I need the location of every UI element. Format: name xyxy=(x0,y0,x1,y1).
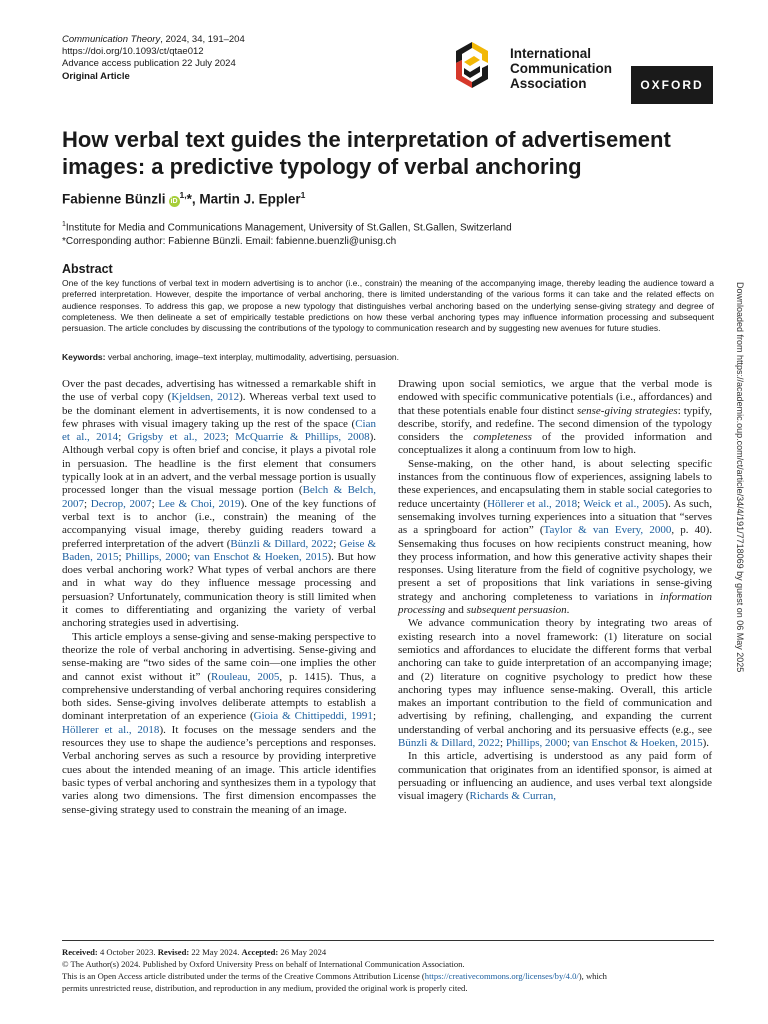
copyright-notice: © The Author(s) 2024. Published by Oxford University Press on behalf of International Communication Association. xyxy=(62,959,465,969)
body-paragraph: This article employs a sense-giving and sense-making perspective to theorize the role of verbal anchoring in advertising. Sense-giving and sense-making are “two sides of the same coin—one implies the other and cannot exist without it” (Rouleau, 2005, p. 1415). Thus, a comprehensive understanding of verbal anchoring requires considering both sides. Sense-giving involves deliberate attempts to establish a dominant interpretation of an experience (Gioia & Chittipeddi, 1991; Höllerer et al., 2018). It focuses on the message senders and the resources they use to shape the audience’s perceptions and responses. Verbal anchoring serves as such a resource by providing interpretive cues about the intended meaning of an image. This article identifies basic types of verbal anchoring and synthesizes them in a typology that varies along two dimensions. The first dimension encompasses the sense-giving strategy used to constrain the meaning of an image. xyxy=(62,630,376,816)
citation-link[interactable]: McQuarrie & Phillips, 2008 xyxy=(235,431,370,444)
citation-link[interactable]: Bünzli & Dillard, 2022 xyxy=(398,737,501,750)
author-affil-sup: 1 xyxy=(300,190,306,200)
doi-link[interactable]: https://doi.org/10.1093/ct/qtae012 xyxy=(62,46,204,58)
citation-link[interactable]: Belch & Belch, 2007 xyxy=(62,484,376,510)
oxford-logo: OXFORD xyxy=(631,66,713,104)
download-notice: Downloaded from https://academic.oup.com/ct/article/34/4/191/7718069 by guest on 06 May 2025 xyxy=(735,282,745,673)
article-type: Original Article xyxy=(62,70,130,82)
affiliation: $^1$Institute for Media and Communications Management, University of St.Gallen, St.Gallen, Switzerland *Corresponding author: Fabienne Bünzli. Email: fabienne.buenzli@unisg.ch xyxy=(62,221,512,248)
advance-access: Advance access publication 22 July 2024 xyxy=(62,58,236,70)
corresponding-star: * xyxy=(186,191,192,207)
license-notice: This is an Open Access article distributed under the terms of the Creative Commons Attribution License (https://creativecommons.org/licenses/by/4.0/), which xyxy=(62,971,607,981)
citation-link[interactable]: Bünzli & Dillard, 2022 xyxy=(230,537,334,550)
citation-link[interactable]: Rouleau, 2005 xyxy=(210,670,280,683)
citation-link[interactable]: Decrop, 2007 xyxy=(90,497,152,510)
author-name[interactable]: Fabienne Bünzli xyxy=(62,191,166,207)
article-footer xyxy=(62,946,722,994)
abstract-heading: Abstract xyxy=(62,262,113,276)
body-paragraph: Sense-making, on the other hand, is about selecting specific instances from the continuous flow of experiences, assigning labels to these experiences, and encapsulating them in stable social categories to reduce uncertainty (Höllerer et al., 2018; Weick et al., 2005). As such, sensemaking involves turning experiences into a situation that “serves as a springboard for action” (Taylor & van Every, 2000, p. 40). Sensemaking thus focuses on how recipients construct meaning, how they process information, and how this generative activity shapes their responses. Using literature from the field of cognitive psychology, we present a set of propositions that link variations in sense-giving strategy and anchoring completeness to variations in information processing and subsequent persuasion. xyxy=(398,457,713,617)
article-title: How verbal text guides the interpretation of advertisement images: a predictive typology of verbal anchoring xyxy=(62,127,671,179)
citation-link[interactable]: van Enschot & Hoeken, 2015 xyxy=(572,737,703,750)
author-name[interactable]: , Martin J. Eppler xyxy=(191,191,301,207)
corresponding-author: *Corresponding author: Fabienne Bünzli. Email: fabienne.buenzli@unisg.ch xyxy=(62,236,397,248)
orcid-icon[interactable]: iD xyxy=(170,197,178,205)
ica-name: International Communication Association xyxy=(510,46,613,91)
keywords: Keywords: verbal anchoring, image–text interplay, multimodality, advertising, persuasion. xyxy=(62,352,400,362)
citation-link[interactable]: Weick et al., 2005 xyxy=(583,497,665,510)
citation-link[interactable]: Phillips, 2000 xyxy=(505,737,567,750)
footer-divider xyxy=(62,940,714,941)
body-column-right xyxy=(398,378,712,804)
article-dates: Received: 4 October 2023. Revised: 22 May 2024. Accepted: 26 May 2024 xyxy=(62,947,327,957)
affiliation-text: Institute for Media and Communications Management, University of St.Gallen, St.Gallen, Switzerland xyxy=(65,222,512,234)
citation-link[interactable]: Gioia & Chittipeddi, 1991 xyxy=(253,710,373,723)
article-meta xyxy=(62,34,245,83)
body-column-left xyxy=(62,378,376,817)
license-link[interactable]: https://creativecommons.org/licenses/by/4.0/ xyxy=(424,971,579,981)
citation-link[interactable]: Höllerer et al., 2018 xyxy=(62,723,160,736)
citation-link[interactable]: Taylor & van Every, 2000 xyxy=(543,524,672,537)
citation-link[interactable]: Cian et al., 2014 xyxy=(62,417,376,444)
body-paragraph: Over the past decades, advertising has witnessed a remarkable shift in the use of verbal copy (Kjeldsen, 2012). Whereas verbal text used to be the dominant element in advertisements, it is now condensed to a few phrases with visual imagery taking up the rest of the space (Cian et al., 2014; Grigsby et al., 2023; McQuarrie & Phillips, 2008). Although verbal copy is often brief and concise, it plays a pivotal role in persuasion. The headline is the first element that consumers typically look at in an advert, and the verbal message portion is usually processed longer than the visual message portion (Belch & Belch, 2007; Decrop, 2007; Lee & Choi, 2019). One of the key functions of verbal text is to anchor (i.e., constrain) the meaning of the accompanying visual image, thereby guiding readers toward a preferred interpretation of the advert (Bünzli & Dillard, 2022; Geise & Baden, 2015; Phillips, 2000; van Enschot & Hoeken, 2015). But how does verbal anchoring work? What types of verbal anchors are there and in what way do they influence message processing and persuasion? Unfortunately, communication theory is still limited when it comes to differentiating and organizing the variety of verbal anchoring strategies used in advertising. xyxy=(62,378,377,630)
body-paragraph: We advance communication theory by integrating two areas of existing research into a novel framework: (1) literature on social semiotics and affordances to elucidate the different forms that verbal anchoring can take to guide interpretation of an accompanying image; and (2) literature on cognitive psychology to predict how these anchoring types may influence sense-making. Overall, this article makes an important contribution to the field of communication and advertising by refining, challenging, and expanding the current understanding of verbal anchoring and its persuasive effects (e.g., see Bünzli & Dillard, 2022; Phillips, 2000; van Enschot & Hoeken, 2015). xyxy=(398,617,712,750)
citation-link[interactable]: van Enschot & Hoeken, 2015 xyxy=(193,550,328,563)
citation-link[interactable]: Grigsby et al., 2023 xyxy=(127,431,226,444)
author-list xyxy=(62,190,305,207)
citation-link[interactable]: Kjeldsen, 2012 xyxy=(171,391,240,404)
citation-link[interactable]: Lee & Choi, 2019 xyxy=(158,497,241,510)
citation-link[interactable]: Phillips, 2000 xyxy=(125,550,188,563)
body-paragraph: Drawing upon social semiotics, we argue that the verbal mode is endowed with specific communicative potentials (i.e., affordances) and that these potentials enable four distinct sense-giving strategies: typify, describe, storify, and redefine. The second dimension of the typology considers the completeness of the provided information and conceptualizes it along a continuum from low to high. xyxy=(398,378,713,457)
license-terms: permits unrestricted reuse, distribution, and reproduction in any medium, provided the original work is properly cited. xyxy=(62,983,468,993)
citation-link[interactable]: Geise & Baden, 2015 xyxy=(62,537,376,563)
journal-citation: Communication Theory, 2024, 34, 191–204 xyxy=(62,34,245,45)
citation-link[interactable]: Richards & Curran, xyxy=(469,790,556,803)
abstract-text: One of the key functions of verbal text in modern advertising is to anchor (i.e., constrain) the meaning of the accompanying image, thereby leading the audience toward a preferred interpretation. However, despite the importance of verbal anchoring, there is limited understanding of the various forms it can take and the related effects on audience responses. To address this gap, we propose a new typology that distinguishes verbal anchoring based on the underlying sense-giving strategy and degree of completeness. We then delineate a set of empirically testable predictions on how these verbal anchoring types may influence information processing and subsequent persuasion. The article concludes by discussing the contributions of the typology to communication research and by suggesting new avenues for future studies. xyxy=(62,278,714,334)
citation-link[interactable]: Höllerer et al., 2018 xyxy=(487,497,578,510)
body-paragraph: In this article, advertising is understood as any paid form of communication that originates from an identified sponsor, is aimed at persuading or influencing an audience, and uses verbal text alongside visual imagery (Richards & Curran, xyxy=(398,750,712,803)
author-affil-sup: 1, xyxy=(179,190,187,200)
